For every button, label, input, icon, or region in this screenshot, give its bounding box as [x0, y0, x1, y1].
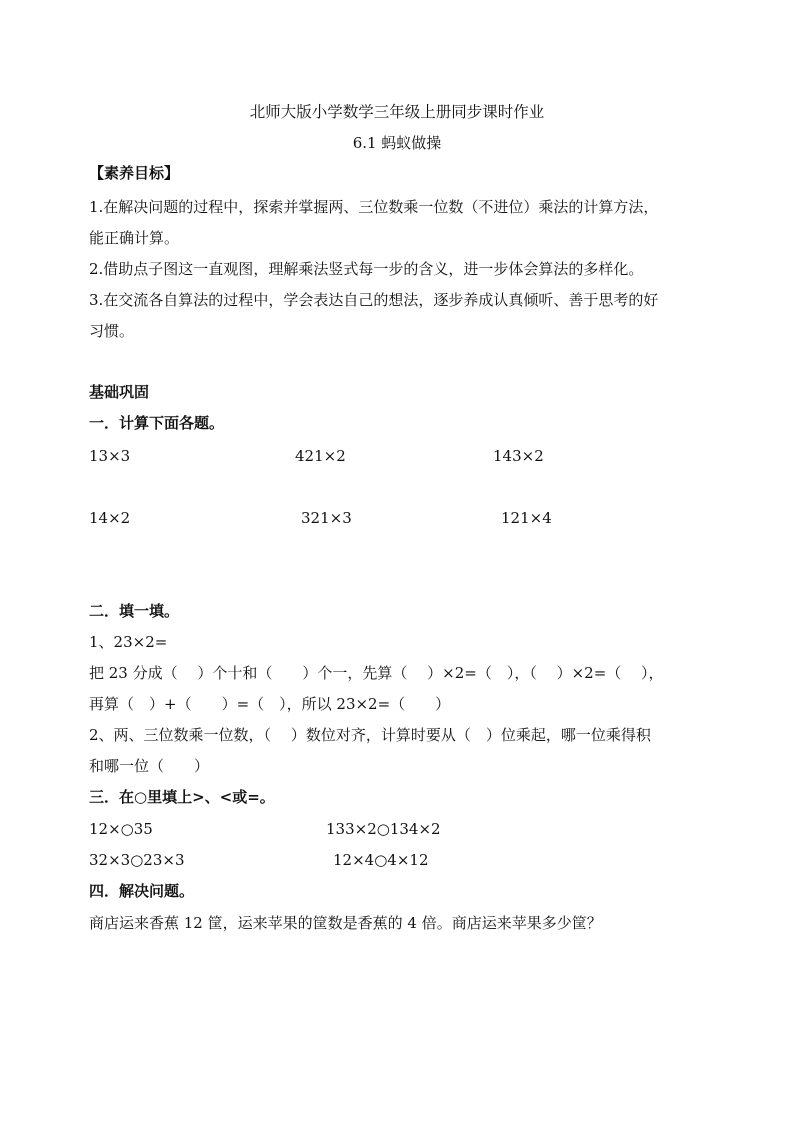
- fill-line-1: 1、23×2=: [89, 633, 168, 651]
- compare-item: 12×4○4×12: [333, 851, 429, 869]
- calc-item: 14×2: [89, 509, 131, 527]
- compare-item: 12×○35: [89, 820, 153, 838]
- fill-line-3: 再算（ ）+（ ）=（ ），所以 23×2=（ ）: [89, 695, 451, 713]
- page-title: 北师大版小学数学三年级上册同步课时作业: [249, 103, 545, 121]
- calc-item: 13×3: [89, 447, 131, 465]
- goal-line-1: 1.在解决问题的过程中，探索并掌握两、三位数乘一位数（不进位）乘法的计算方法，: [89, 198, 659, 216]
- q3-heading: 三．在○里填上>、<或=。: [89, 788, 275, 806]
- calc-item: 421×2: [295, 447, 346, 465]
- compare-item: 133×2○134×2: [326, 820, 441, 838]
- fill-line-4: 2、两、三位数乘一位数，（ ）数位对齐，计算时要从（ ）位乘起，哪一位乘得积: [89, 726, 651, 744]
- goal-line-3: 2.借助点子图这一直观图，理解乘法竖式每一步的含义，进一步体会算法的多样化。: [89, 260, 644, 278]
- calc-item: 321×3: [301, 509, 352, 527]
- q2-heading: 二．填一填。: [89, 602, 180, 620]
- goals-heading: 【素养目标】: [89, 164, 180, 182]
- goal-line-5: 习惯。: [89, 322, 135, 340]
- q4-heading: 四．解决问题。: [89, 882, 195, 900]
- calc-item: 121×4: [501, 509, 552, 527]
- calc-item: 143×2: [493, 447, 544, 465]
- fill-line-5: 和哪一位（ ）: [89, 757, 210, 775]
- q1-heading: 一．计算下面各题。: [89, 414, 225, 432]
- fill-line-2: 把 23 分成（ ）个十和（ ）个一，先算（ ）×2=（ ），（ ）×2=（ ），: [89, 664, 664, 682]
- word-problem: 商店运来香蕉 12 筐，运来苹果的筐数是香蕉的 4 倍。商店运来苹果多少筐？: [89, 914, 602, 932]
- compare-item: 32×3○23×3: [89, 851, 185, 869]
- lesson-subtitle: 6.1 蚂蚁做操: [352, 134, 442, 152]
- goal-line-4: 3.在交流各自算法的过程中，学会表达自己的想法，逐步养成认真倾听、善于思考的好: [89, 291, 659, 309]
- basics-heading: 基础巩固: [89, 383, 150, 401]
- goal-line-2: 能正确计算。: [89, 229, 180, 247]
